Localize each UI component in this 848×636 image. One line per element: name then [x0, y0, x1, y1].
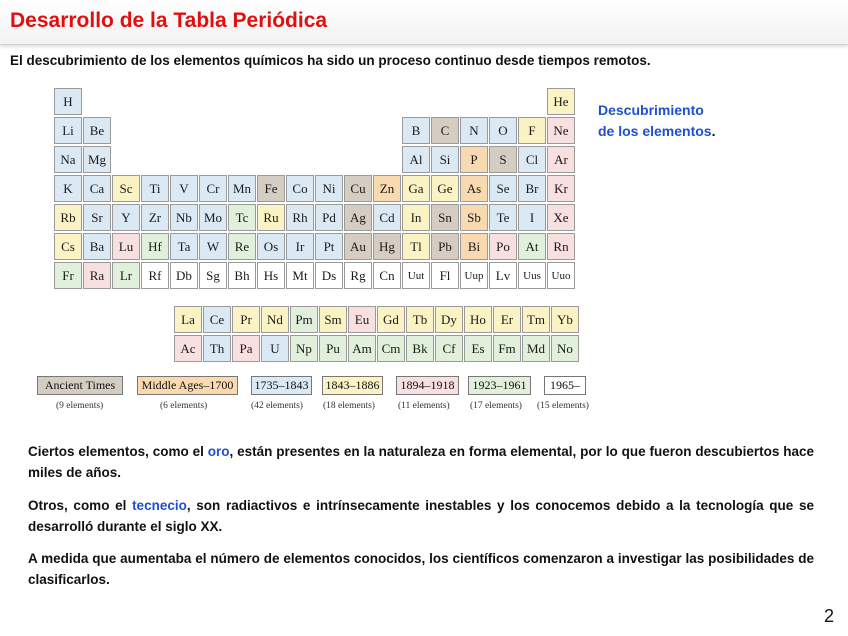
- element-co: Co: [286, 175, 314, 202]
- element-be: Be: [83, 117, 111, 144]
- element-i: I: [518, 204, 546, 231]
- element-tm: Tm: [522, 306, 550, 333]
- element-at: At: [518, 233, 546, 260]
- element-ac: Ac: [174, 335, 202, 362]
- element-nd: Nd: [261, 306, 289, 333]
- element-uuo: Uuo: [547, 262, 575, 289]
- element-si: Si: [431, 146, 459, 173]
- element-zr: Zr: [141, 204, 169, 231]
- element-b: B: [402, 117, 430, 144]
- element-pa: Pa: [232, 335, 260, 362]
- legend-count-p1735: (42 elements): [251, 401, 303, 411]
- element-v: V: [170, 175, 198, 202]
- element-ga: Ga: [402, 175, 430, 202]
- element-am: Am: [348, 335, 376, 362]
- element-xe: Xe: [547, 204, 575, 231]
- legend-ancient: Ancient Times: [37, 376, 123, 395]
- element-pd: Pd: [315, 204, 343, 231]
- element-ba: Ba: [83, 233, 111, 260]
- element-bh: Bh: [228, 262, 256, 289]
- element-li: Li: [54, 117, 82, 144]
- element-rg: Rg: [344, 262, 372, 289]
- element-md: Md: [522, 335, 550, 362]
- element-p: P: [460, 146, 488, 173]
- element-cs: Cs: [54, 233, 82, 260]
- element-lu: Lu: [112, 233, 140, 260]
- legend-p1843: 1843–1886: [322, 376, 383, 395]
- element-rf: Rf: [141, 262, 169, 289]
- element-nb: Nb: [170, 204, 198, 231]
- legend-count-p1894: (11 elements): [398, 401, 450, 411]
- element-te: Te: [489, 204, 517, 231]
- legend-count-ancient: (9 elements): [56, 401, 104, 411]
- element-rh: Rh: [286, 204, 314, 231]
- element-th: Th: [203, 335, 231, 362]
- element-mo: Mo: [199, 204, 227, 231]
- element-ag: Ag: [344, 204, 372, 231]
- element-po: Po: [489, 233, 517, 260]
- paragraph-classification: A medida que aumentaba el número de elementos conocidos, los científicos comenzaron a investigar las posibilidades de clasificarlos.: [28, 551, 814, 587]
- element-ra: Ra: [83, 262, 111, 289]
- element-no: No: [551, 335, 579, 362]
- element-cl: Cl: [518, 146, 546, 173]
- element-es: Es: [464, 335, 492, 362]
- element-sm: Sm: [319, 306, 347, 333]
- element-sg: Sg: [199, 262, 227, 289]
- element-pu: Pu: [319, 335, 347, 362]
- element-hf: Hf: [141, 233, 169, 260]
- side-note-period: .: [711, 123, 716, 139]
- legend-p1965: 1965–: [544, 376, 586, 395]
- element-cm: Cm: [377, 335, 405, 362]
- element-br: Br: [518, 175, 546, 202]
- element-ds: Ds: [315, 262, 343, 289]
- page-title: Desarrollo de la Tabla Periódica: [10, 9, 328, 32]
- element-y: Y: [112, 204, 140, 231]
- paragraph-technetium-after: , son radiactivos e intrínsecamente inestables y los conocemos debido a la tecnología que se desarrolló durante el siglo XX.: [28, 498, 814, 534]
- side-note: [598, 100, 715, 142]
- element-rn: Rn: [547, 233, 575, 260]
- element-zn: Zn: [373, 175, 401, 202]
- gold-link[interactable]: oro: [207, 444, 230, 459]
- element-fl: Fl: [431, 262, 459, 289]
- element-mn: Mn: [228, 175, 256, 202]
- element-hs: Hs: [257, 262, 285, 289]
- element-cu: Cu: [344, 175, 372, 202]
- element-pb: Pb: [431, 233, 459, 260]
- element-se: Se: [489, 175, 517, 202]
- title-bar: [0, 0, 848, 45]
- element-tb: Tb: [406, 306, 434, 333]
- element-dy: Dy: [435, 306, 463, 333]
- element-tl: Tl: [402, 233, 430, 260]
- element-o: O: [489, 117, 517, 144]
- legend-count-p1843: (18 elements): [323, 401, 375, 411]
- element-u: U: [261, 335, 289, 362]
- element-c: C: [431, 117, 459, 144]
- element-ne: Ne: [547, 117, 575, 144]
- element-fr: Fr: [54, 262, 82, 289]
- intro-text: El descubrimiento de los elementos químicos ha sido un proceso continuo desde tiempos remotos.: [10, 53, 651, 68]
- element-sb: Sb: [460, 204, 488, 231]
- element-mg: Mg: [83, 146, 111, 173]
- element-au: Au: [344, 233, 372, 260]
- element-h: H: [54, 88, 82, 115]
- element-fm: Fm: [493, 335, 521, 362]
- element-cf: Cf: [435, 335, 463, 362]
- element-lr: Lr: [112, 262, 140, 289]
- element-mt: Mt: [286, 262, 314, 289]
- element-ta: Ta: [170, 233, 198, 260]
- element-sr: Sr: [83, 204, 111, 231]
- element-fe: Fe: [257, 175, 285, 202]
- element-bi: Bi: [460, 233, 488, 260]
- element-uus: Uus: [518, 262, 546, 289]
- element-ge: Ge: [431, 175, 459, 202]
- legend-count-p1965: (15 elements): [537, 401, 589, 411]
- legend-p1735: 1735–1843: [251, 376, 312, 395]
- element-gd: Gd: [377, 306, 405, 333]
- element-uup: Uup: [460, 262, 488, 289]
- element-db: Db: [170, 262, 198, 289]
- element-cn: Cn: [373, 262, 401, 289]
- element-n: N: [460, 117, 488, 144]
- technetium-link[interactable]: tecnecio: [132, 498, 187, 513]
- element-rb: Rb: [54, 204, 82, 231]
- element-sn: Sn: [431, 204, 459, 231]
- paragraph-technetium-before: Otros, como el: [28, 498, 133, 513]
- element-hg: Hg: [373, 233, 401, 260]
- element-ir: Ir: [286, 233, 314, 260]
- side-note-line1: Descubrimiento: [598, 102, 704, 118]
- element-f: F: [518, 117, 546, 144]
- legend-count-middle: (6 elements): [160, 401, 208, 411]
- element-os: Os: [257, 233, 285, 260]
- element-w: W: [199, 233, 227, 260]
- element-lv: Lv: [489, 262, 517, 289]
- page-number: 2: [823, 606, 834, 626]
- element-kr: Kr: [547, 175, 575, 202]
- paragraph-gold: [28, 441, 814, 483]
- element-ca: Ca: [83, 175, 111, 202]
- element-he: He: [547, 88, 575, 115]
- element-s: S: [489, 146, 517, 173]
- element-al: Al: [402, 146, 430, 173]
- element-re: Re: [228, 233, 256, 260]
- element-ho: Ho: [464, 306, 492, 333]
- element-yb: Yb: [551, 306, 579, 333]
- element-cr: Cr: [199, 175, 227, 202]
- element-pt: Pt: [315, 233, 343, 260]
- element-uut: Uut: [402, 262, 430, 289]
- element-cd: Cd: [373, 204, 401, 231]
- element-pr: Pr: [232, 306, 260, 333]
- legend-count-p1923: (17 elements): [470, 401, 522, 411]
- element-tc: Tc: [228, 204, 256, 231]
- legend-p1894: 1894–1918: [396, 376, 459, 395]
- element-pm: Pm: [290, 306, 318, 333]
- element-na: Na: [54, 146, 82, 173]
- element-as: As: [460, 175, 488, 202]
- element-ni: Ni: [315, 175, 343, 202]
- element-la: La: [174, 306, 202, 333]
- element-in: In: [402, 204, 430, 231]
- paragraph-gold-after: , están presentes en la naturaleza en forma elemental, por lo que fueron descubiertos hace miles de años.: [28, 444, 814, 480]
- element-np: Np: [290, 335, 318, 362]
- paragraph-gold-before: Ciertos elementos, como el: [28, 444, 208, 459]
- element-bk: Bk: [406, 335, 434, 362]
- element-ti: Ti: [141, 175, 169, 202]
- paragraph-technetium: [28, 495, 814, 537]
- legend-middle: Middle Ages–1700: [137, 376, 238, 395]
- element-sc: Sc: [112, 175, 140, 202]
- element-eu: Eu: [348, 306, 376, 333]
- element-ce: Ce: [203, 306, 231, 333]
- element-k: K: [54, 175, 82, 202]
- side-note-line2: de los elementos: [598, 123, 712, 139]
- element-ru: Ru: [257, 204, 285, 231]
- element-er: Er: [493, 306, 521, 333]
- legend-p1923: 1923–1961: [468, 376, 531, 395]
- element-ar: Ar: [547, 146, 575, 173]
